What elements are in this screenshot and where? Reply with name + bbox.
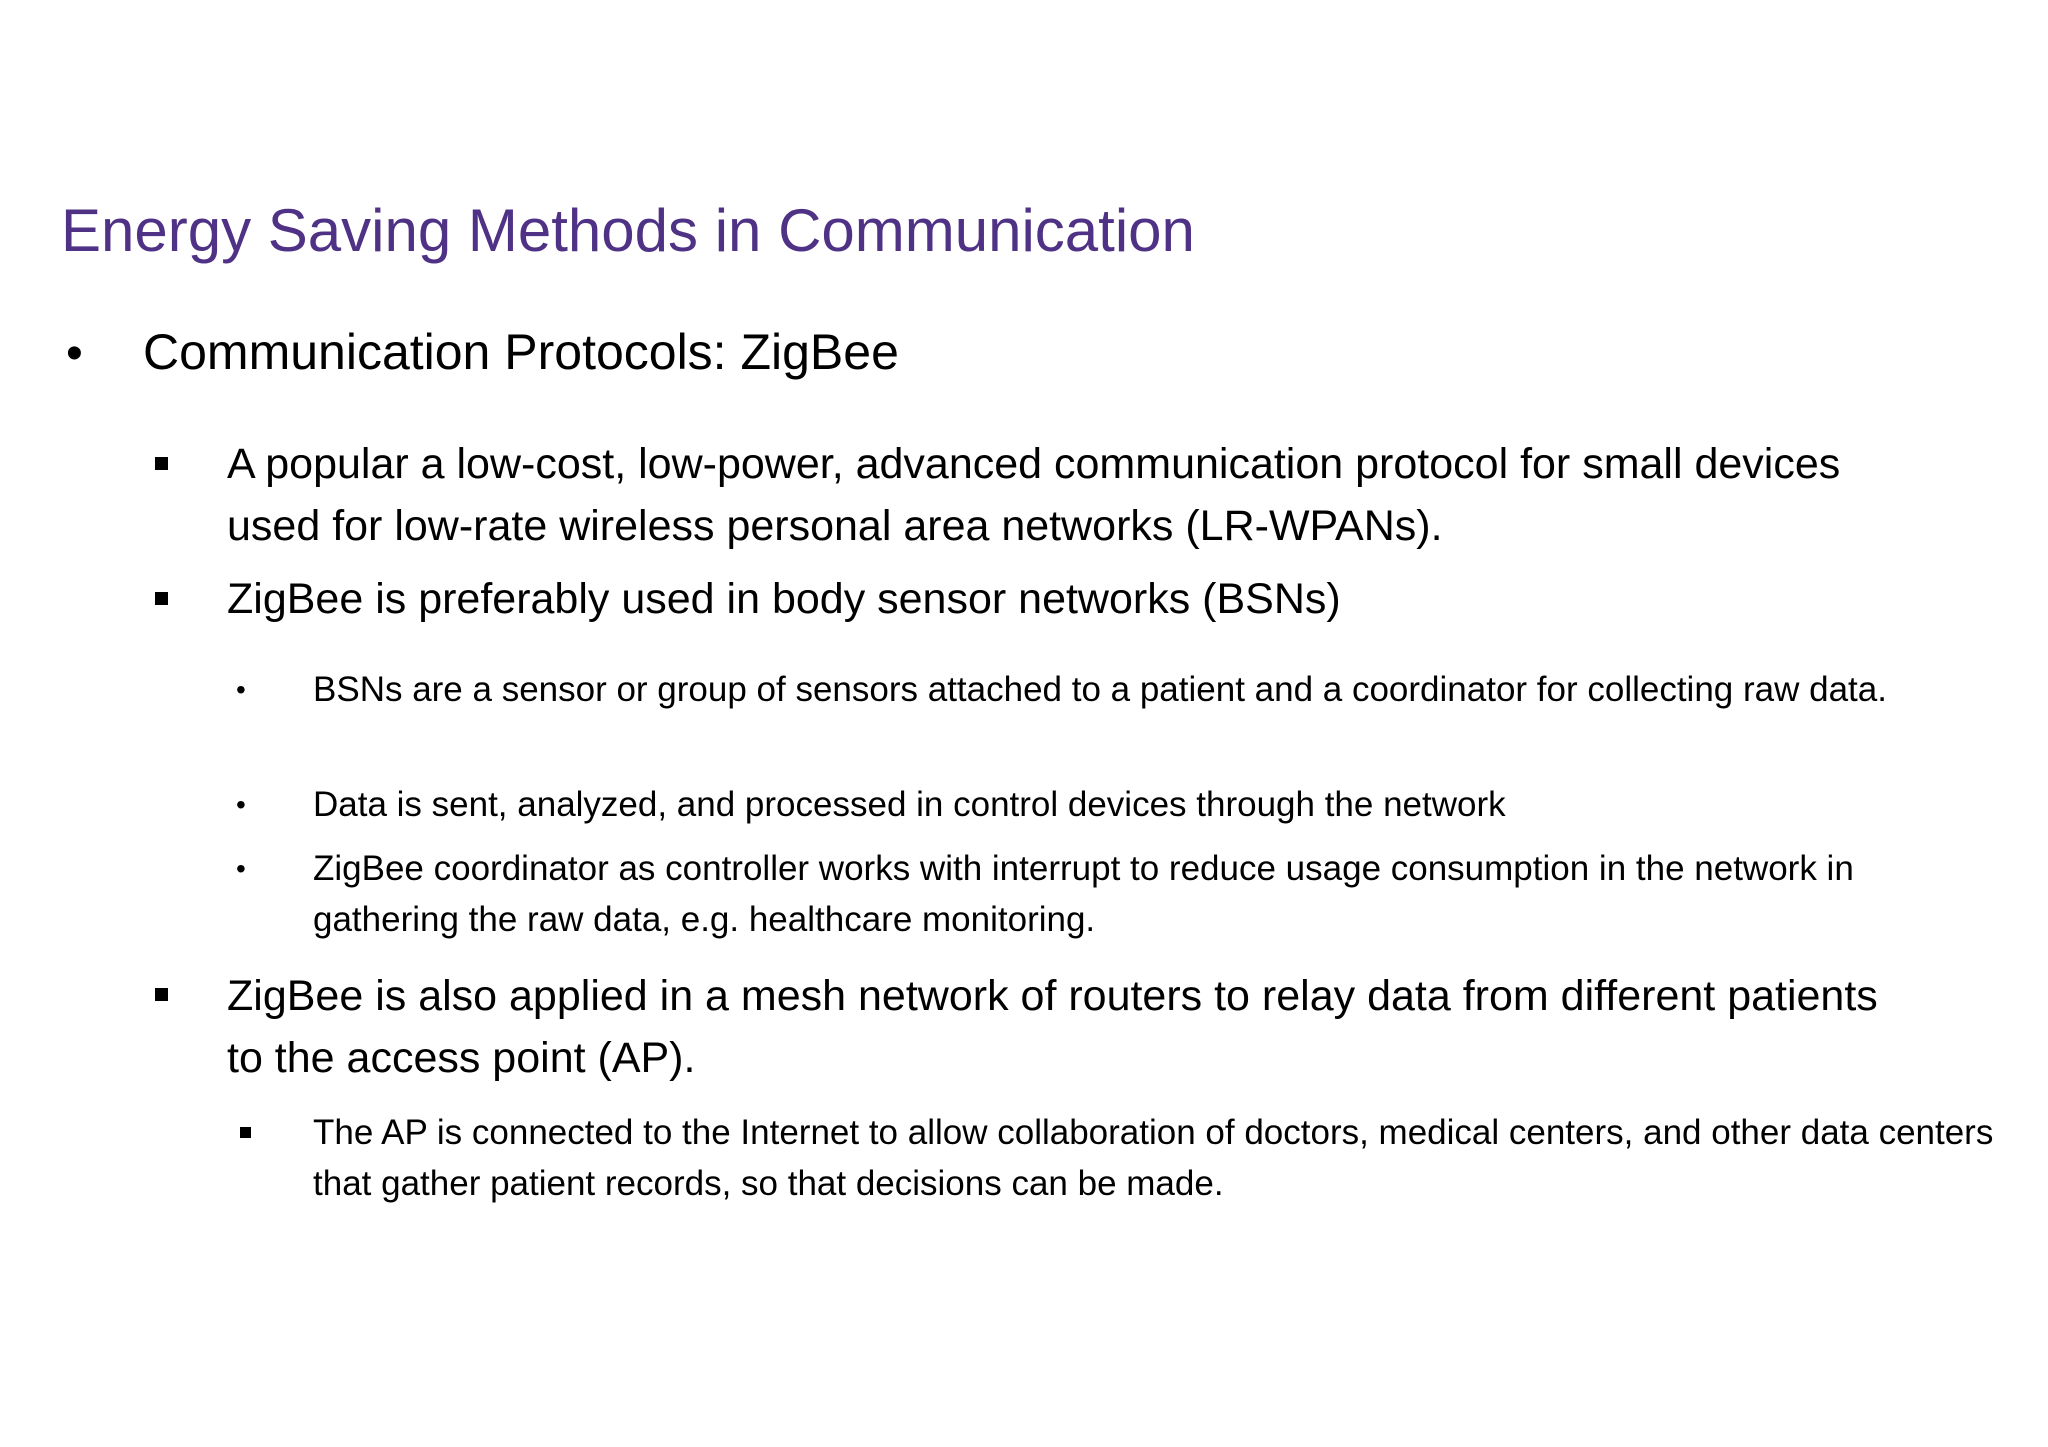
square-bullet-icon <box>240 1127 251 1138</box>
square-bullet-icon <box>155 988 168 1001</box>
bullet-text: BSNs are a sensor or group of sensors attached to a patient and a coordinator for collecting raw data. <box>313 670 1887 709</box>
bullet-text: Communication Protocols: ZigBee <box>143 324 899 380</box>
bullet-text: ZigBee is preferably used in body sensor networks (BSNs) <box>227 575 1341 623</box>
round-bullet-icon: • <box>236 853 246 884</box>
bullet-text: The AP is connected to the Internet to allow collaboration of doctors, medical centers, and other data centers that gather patient records, so that decisions can be made. <box>313 1113 1994 1203</box>
round-bullet-icon: • <box>236 674 246 705</box>
bullet-text: Data is sent, analyzed, and processed in control devices through the network <box>313 785 1506 824</box>
slide-title: Energy Saving Methods in Communication <box>61 197 1195 264</box>
round-bullet-icon: • <box>236 789 246 820</box>
bullet-text: ZigBee is also applied in a mesh network of routers to relay data from different patients to the access point (AP). <box>227 972 1878 1082</box>
square-bullet-icon <box>155 457 168 470</box>
bullet-text: ZigBee coordinator as controller works with interrupt to reduce usage consumption in the network in gathering the raw data, e.g. healthcare monitoring. <box>313 849 1854 939</box>
round-bullet-icon: • <box>66 327 83 380</box>
bullet-text: A popular a low-cost, low-power, advanced communication protocol for small devices used for low-rate wireless personal area networks (LR-WPANs). <box>227 440 1841 550</box>
square-bullet-icon <box>155 592 168 605</box>
